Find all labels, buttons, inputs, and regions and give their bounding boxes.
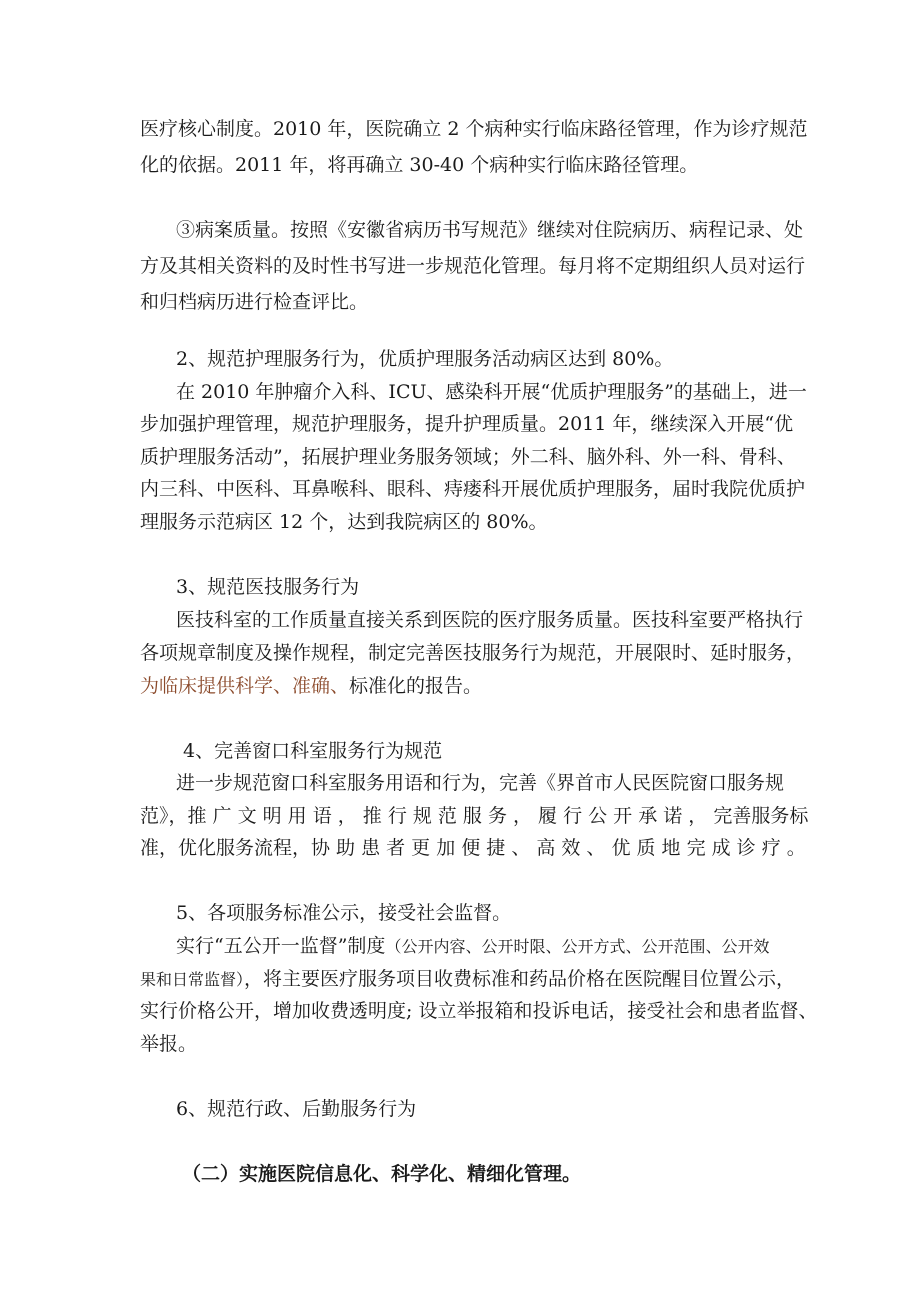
paragraph-text: 标准化的报告。 xyxy=(349,675,483,697)
paragraph-line: 在 2010 年肿瘤介入科、ICU、感染科开展“优质护理服务”的基础上，进一 xyxy=(176,381,807,403)
paragraph-text: 实行“五公开一监督”制度 xyxy=(176,935,386,957)
highlighted-text: 为临床提供科学、准确、 xyxy=(140,675,350,697)
paragraph-line: 医技科室的工作质量直接关系到医院的医疗服务质量。医技科室要严格执行 xyxy=(176,609,804,631)
paragraph-line xyxy=(140,671,790,701)
paragraph-line: 方及其相关资料的及时性书写进一步规范化管理。每月将不定期组织人员对运行 xyxy=(140,255,806,277)
paragraph-line: 进一步规范窗口科室服务用语和行为，完善《界首市人民医院窗口服务规 xyxy=(176,772,785,794)
paragraph-line: 化的依据。2011 年，将再确立 30-40 个病种实行临床路径管理。 xyxy=(140,154,699,176)
parenthetical-text: （公开内容、公开时限、公开方式、公开范围、公开效 xyxy=(385,937,770,956)
section-heading: 3、规范医技服务行为 xyxy=(176,576,360,598)
paragraph-line: 质护理服务活动”，拓展护理业务服务领域；外二科、脑外科、外一科、骨科、 xyxy=(140,446,796,468)
section-heading: 5、各项服务标准公示，接受社会监督。 xyxy=(176,902,512,924)
section-heading: 2、规范护理服务行为，优质护理服务活动病区达到 80%。 xyxy=(176,348,674,370)
paragraph-line: 医疗核心制度。2010 年，医院确立 2 个病种实行临床路径管理，作为诊疗规范 xyxy=(140,118,808,140)
paragraph-line: 各项规章制度及操作规程，制定完善医技服务行为规范，开展限时、延时服务， xyxy=(140,642,806,664)
paragraph-line: 步加强护理管理，规范护理服务，提升护理质量。2011 年，继续深入开展“优 xyxy=(140,413,794,435)
paragraph-line: 举报。 xyxy=(140,1033,198,1055)
paragraph-line xyxy=(176,931,826,962)
part-heading: （二）实施医院信息化、科学化、精细化管理。 xyxy=(182,1163,582,1185)
parenthetical-text: 果和日常监督） xyxy=(140,970,245,989)
paragraph-line xyxy=(140,964,796,995)
paragraph-line: 实行价格公开，增加收费透明度; 设立举报箱和投诉电话，接受社会和患者监督、 xyxy=(140,1000,818,1022)
paragraph-text: ，将主要医疗服务项目收费标准和药品价格在医院醒目位置公示， xyxy=(244,968,796,990)
paragraph-line: 范》，推 广 文 明 用 语 ， 推 行 规 范 服 务 ， 履 行 公 开 承 诺 ， 完善服务标 xyxy=(140,805,809,827)
section-heading: 4、完善窗口科室服务行为规范 xyxy=(183,740,443,762)
paragraph-line: 和归档病历进行检查评比。 xyxy=(140,291,369,313)
paragraph-line: 内三科、中医科、耳鼻喉科、眼科、痔瘘科开展优质护理服务，届时我院优质护 xyxy=(140,478,806,500)
section-heading: 6、规范行政、后勤服务行为 xyxy=(176,1098,417,1120)
paragraph-line: ③病案质量。按照《安徽省病历书写规范》继续对住院病历、病程记录、处 xyxy=(176,219,804,241)
paragraph-line: 准，优化服务流程，协 助 患 者 更 加 便 捷 、 高 效 、 优 质 地 完 成 诊 疗 。 xyxy=(140,837,806,859)
paragraph-line: 理服务示范病区 12 个，达到我院病区的 80%。 xyxy=(140,511,548,533)
